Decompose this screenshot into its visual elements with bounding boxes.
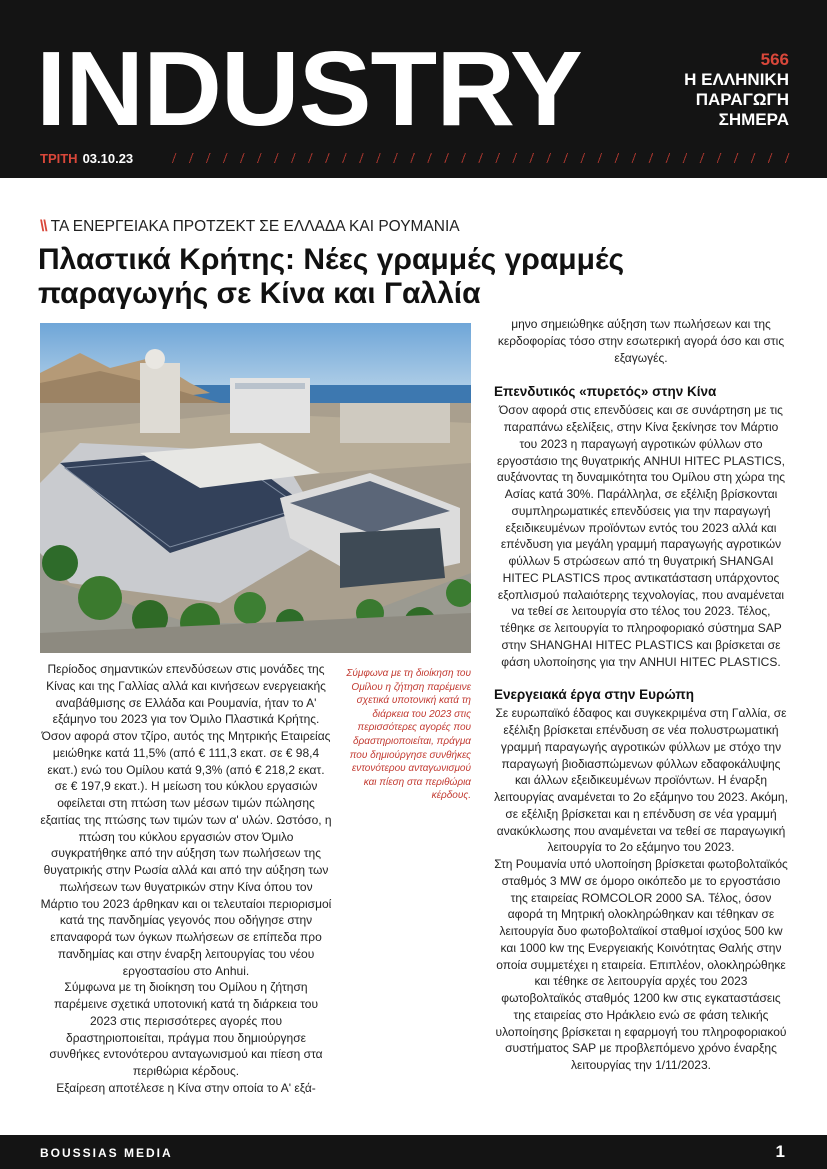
tagline-line-1: Η ΕΛΛΗΝΙΚΗ [684, 70, 789, 89]
kicker-mark: \\ [40, 218, 47, 235]
article-kicker [40, 218, 460, 236]
issue-number: 566 [760, 50, 789, 69]
article-body-left-column [40, 661, 332, 1097]
tagline-line-2: ΠΑΡΑΓΩΓΗ [695, 90, 789, 109]
issue-block [684, 50, 789, 130]
article-paragraph: Εξαίρεση αποτέλεσε η Κίνα στην οποία το Α' εξά- [56, 1080, 316, 1095]
page-number: 1 [775, 1142, 785, 1161]
article-paragraph: Σε ευρωπαϊκό έδαφος και συγκεκριμένα στη Γαλλία, σε εξέλιξη βρίσκεται επένδυση σε νέα πολυστρωματική γραμμή παραγωγής αγροτικών φύλλων με στόχο την παραγωγή βιοδιασπώμενων φύλλων εδαφοκάλυψης και άλλων εξειδικευμένων προϊόντων. Η έναρξη λειτουργίας αναμένεται το 2ο εξάμηνο του 2023. Ακόμη, σε εξέλιξη βρίσκεται και η επένδυση σε νέα γραμμή ανακύκλωσης που αναμένεται να τεθεί σε παραγωγική λειτουργία το 2ο εξάμηνο του 2023. [494, 706, 788, 855]
section-heading-china: Επενδυτικός «πυρετός» στην Κίνα [494, 384, 717, 400]
article-paragraph: Σύμφωνα με τη διοίκηση του Ομίλου η ζήτηση παρέμεινε σχετικά υποτονική κατά τη διάρκεια του 2023 στις περισσότερες αγορές που δραστηριοποιείται, πράγμα που δημιούργησε συνθήκες εντονότερου ανταγωνισμού και πίεση στα περιθώρια κέρδους. [49, 980, 323, 1078]
article-paragraph: Όσον αφορά στον τζίρο, αυτός της Μητρικής Εταιρείας μειώθηκε κατά 11,5% (από € 111,3 εκατ. σε € 98,4 εκατ.) ενώ του Ομίλου κατά 9,3% (από € 218,2 εκατ. σε € 197,9 εκατ.). Η μείωση του κύκλου εργασιών οφείλεται στη πτώση των μέσων τιμών πώλησης εξαιτίας της πτώσης των τιμών των α' υλών. Ωστόσο, η πτώση του κύκλου εργασιών στον Όμιλο συγκρατήθηκε από την αύξηση των πωλήσεων της θυγατρικής στην Ρωσία αλλά και από την αύξηση των πωλήσεων των θυγατρικών στην Κίνα όπου τον Μάρτιο του 2023 άρθηκαν και οι τελευταίοι περιορισμοί κατά της πανδημίας γεγονός που οδήγησε στην επαναφορά των όγκων πωλήσεων σε επίπεδα προ πανδημίας και στην έναρξη λειτουργίας του νέου εργοστασίου στο Anhui. [40, 729, 332, 978]
article-paragraph: μηνο σημειώθηκε αύξηση των πωλήσεων και της κερδοφορίας τόσο στην εσωτερική αγορά όσο και στις εξαγωγές. [497, 317, 785, 365]
article-paragraph: Περίοδος σημαντικών επενδύσεων στις μονάδες της Κίνας και της Γαλλίας αλλά και κινήσεων ενεργειακής αναβάθμισης σε Ελλάδα και Ρουμανία, ήταν το Α' εξάμηνο του 2023 για τον Όμιλο Πλαστικά Κρήτης. [46, 662, 326, 727]
masthead [0, 0, 827, 178]
magazine-title: INDUSTRY [36, 30, 582, 148]
article-headline [38, 243, 738, 311]
kicker-text: ΤΑ ΕΝΕΡΓΕΙΑΚΑ ΠΡΟΤΖΕΚΤ ΣΕ ΕΛΛΑΔΑ ΚΑΙ ΡΟΥΜΑΝΙΑ [50, 218, 460, 235]
tagline-line-3: ΣΗΜΕΡΑ [718, 110, 789, 129]
article-paragraph: Όσον αφορά στις επενδύσεις και σε συνάρτηση με τις παραπάνω εξελίξεις, στην Κίνα ξεκίνησε τον Μάρτιο του 2023 η παραγωγή αγροτικών φύλλων στο εργοστάσιο της θυγατρικής ANHUI HITEC PLASTICS, αυξάνοντας τη δυναμικότητα του Ομίλου στη χώρα της Ασίας κατά 30%. Παράλληλα, σε εξέλιξη βρίσκονται συμπληρωματικές επενδύσεις για την παραγωγή εξειδικευμένων προϊόντων εντός του 2023 αλλά και επένδυση για μεγάλη γραμμή παραγωγής αγροτικών φύλλων 5 στρώσεων από τη θυγατρική SHANGAI HITEC PLASTICS προς αντικατάσταση υπάρχοντος εξοπλισμού παλαιότερης τεχνολογίας, που αναμένεται να τεθεί σε λειτουργία στο τέλος του 2023. Τέλος, τέθηκε σε λειτουργία το πληροφοριακό σύστημα SAP στην SHANGHAI HITEC PLASTICS και βρίσκεται σε φάση υλοποίησης για την ANHUI HITEC PLASTICS. [496, 403, 786, 669]
decorative-tick-rule [168, 153, 793, 163]
section-heading-europe: Ενεργειακά έργα στην Ευρώπη [494, 687, 694, 703]
headline-line-1: Πλαστικά Κρήτης: Νέες γραμμές γραμμές [38, 243, 625, 276]
page-footer [0, 1135, 827, 1169]
issue-day: ΤΡΙΤΗ [40, 151, 78, 166]
article-paragraph: Στη Ρουμανία υπό υλοποίηση βρίσκεται φωτοβολταϊκός σταθμός 3 MW σε όμορο οικόπεδο με το εργοστάσιο της εταιρείας ROMCOLOR 2000 SA. Τέλος, όσον αφορά τη Μητρική ολοκληρώθηκαν και τέθηκαν σε λειτουργία δυο φωτοβολταϊκοί σταθμοί ισχύος 500 kw και 1000 kw της Ενεργειακής Κοινότητας Θαλής στην οποία συμμετέχει η εταιρεία. Επιπλέον, ολοκληρώθηκε και τέθηκε σε λειτουργία αρχές του 2023 φωτοβολταϊκός σταθμός 1200 kw στις εγκαταστάσεις της εταιρείας στο Ηράκλειο ενώ σε φάση τελικής υλοποίησης βρίσκεται η εφαρμογή του πληροφοριακού συστήματος SAP με προβλεπόμενο χρόνο έναρξης λειτουργίας την 1/11/2023. [494, 857, 788, 1072]
pull-quote: Σύμφωνα με τη διοίκηση του Ομίλου η ζήτηση παρέμεινε σχετικά υποτονική κατά τη διάρκεια του 2023 στις περισσότερες αγορές που δραστηριοποιείται, πράγμα που δημιούργησε συνθήκες εντονότερου ανταγωνισμού και πίεση στα περιθώρια κέρδους. [346, 668, 471, 802]
factory-aerial-photo [40, 323, 471, 653]
issue-date: 03.10.23 [82, 151, 134, 166]
publisher-name: BOUSSIAS MEDIA [40, 1146, 173, 1160]
article-body-right-column [494, 316, 788, 1074]
dateline [40, 151, 133, 166]
headline-line-2: παραγωγής σε Κίνα και Γαλλία [38, 277, 481, 310]
